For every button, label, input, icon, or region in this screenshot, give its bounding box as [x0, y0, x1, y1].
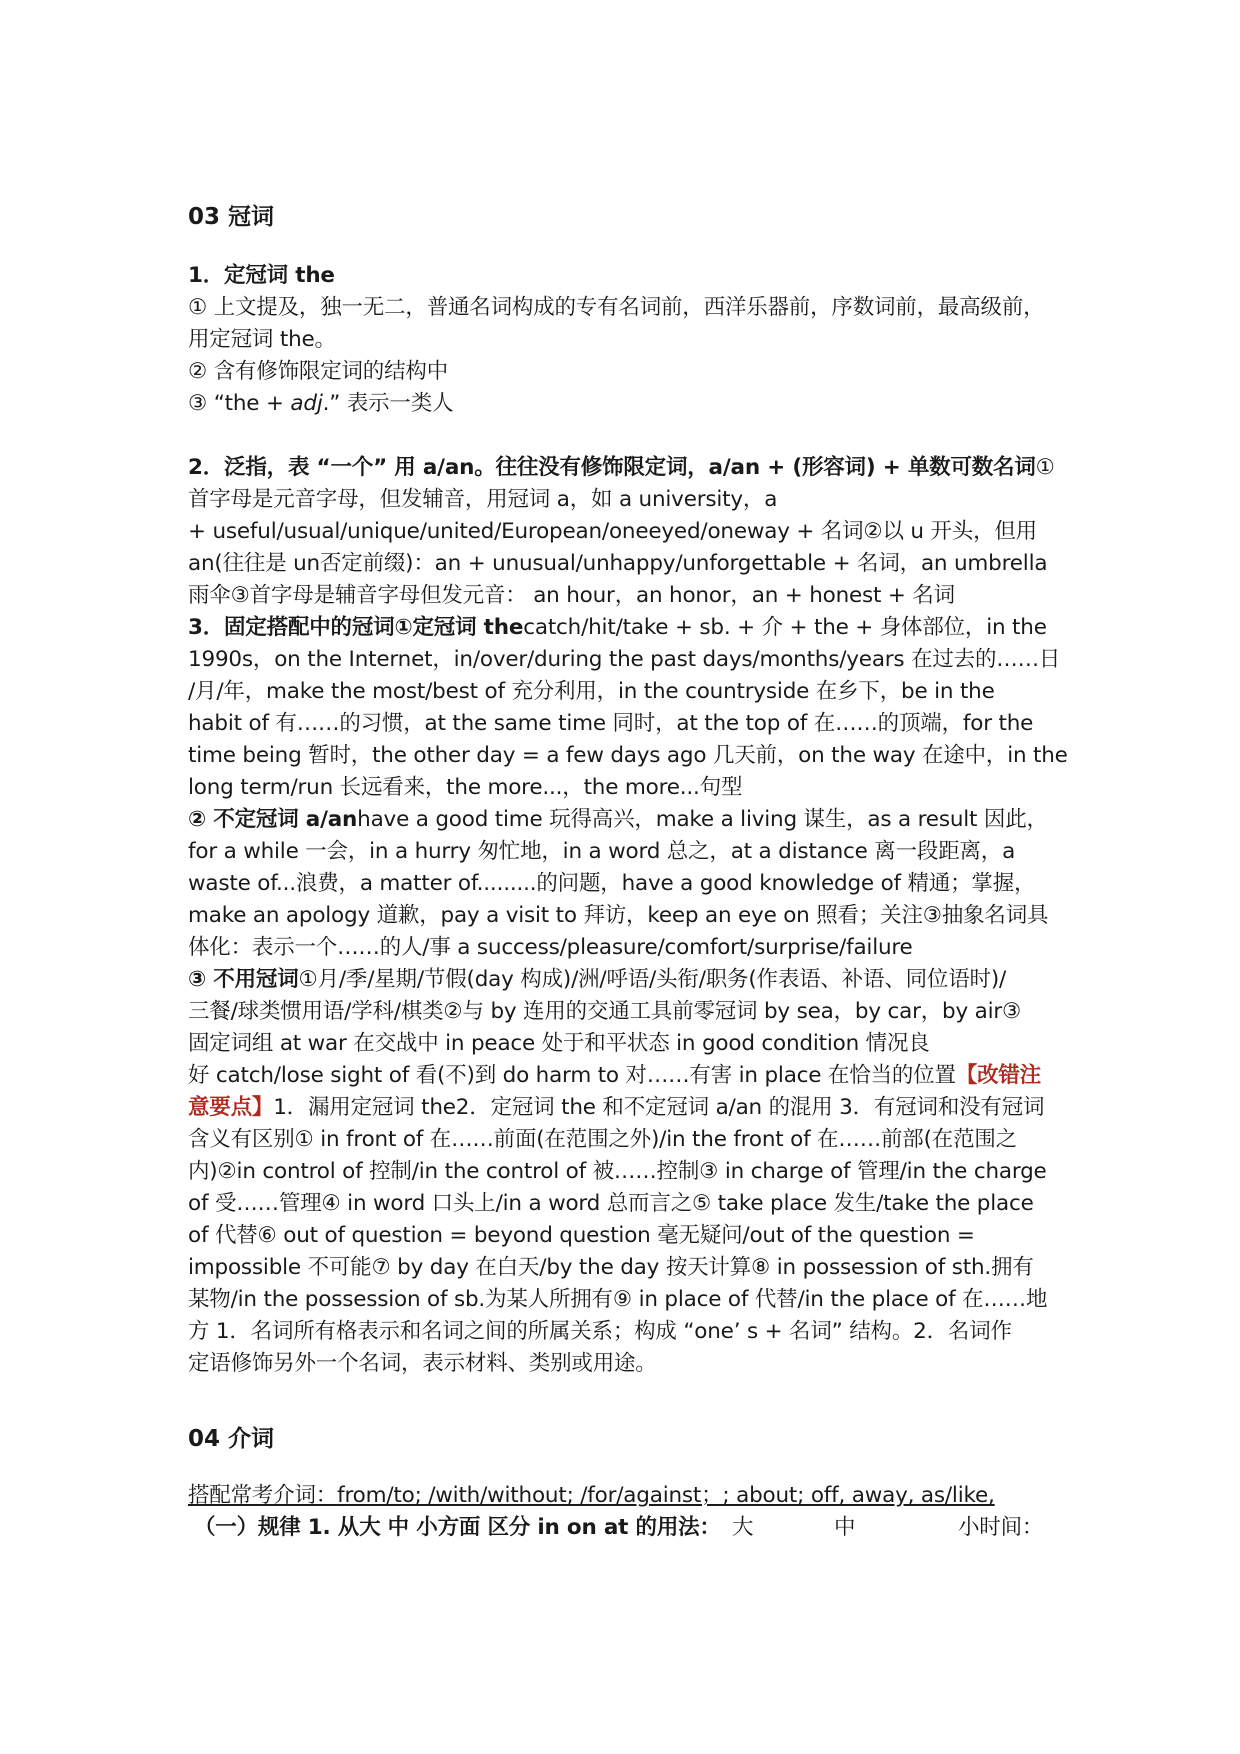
- text-line: impossible 不可能⑦ by day 在白天/by the day 按天计算⑧ in possession of sth.拥有: [188, 1255, 1034, 1280]
- text-span: have a good time 玩得高兴，make a living 谋生，as a result 因此，: [357, 807, 1048, 832]
- text-line: 雨伞③首字母是辅音字母但发元音： an hour，an honor，an + honest + 名词: [188, 583, 955, 608]
- text-line: time being 暂时，the other day = a few days ago 几天前，on the way 在途中，in the: [188, 743, 1068, 768]
- heading-fixed-collocations: [188, 612, 1047, 644]
- text-span: ①月/季/星期/节假(day 构成)/洲/呼语/头衔/职务(作表语、补语、同位语时)/: [298, 967, 1007, 992]
- bold-span: 3．固定搭配中的冠词①定冠词 the: [188, 615, 524, 640]
- text-line: of 受……管理④ in word 口头上/in a word 总而言之⑤ take place 发生/take the place: [188, 1191, 1034, 1216]
- text-span: 1．漏用定冠词 the2．定冠词 the 和不定冠词 a/an 的混用 3．有冠词和没有冠词: [273, 1095, 1045, 1120]
- text-line: of 代替⑥ out of question = beyond question 毫无疑问/out of the question =: [188, 1223, 975, 1248]
- text-line: 固定词组 at war 在交战中 in peace 处于和平状态 in good condition 情况良: [188, 1031, 930, 1056]
- text-line: long term/run 长远看来，the more...，the more...句型: [188, 775, 743, 800]
- text-line: 含义有区别① in front of 在……前面(在范围之外)/in the front of 在……前部(在范围之: [188, 1127, 1017, 1152]
- section-title-prepositions: 04 介词: [188, 1426, 275, 1452]
- rule-heading: [194, 1512, 721, 1544]
- text-span-small-time: 小时间：: [958, 1515, 1044, 1540]
- text-line: [188, 1480, 995, 1512]
- text-line: 首字母是元音字母，但发辅音，用冠词 a，如 a university，a: [188, 487, 778, 512]
- bold-span: 2．泛指，表 “一个” 用 a/an。往往没有修饰限定词，a/an + (形容词) + 单数可数名词: [188, 455, 1036, 480]
- text-line: an(往往是 un否定前缀)：an + unusual/unhappy/unforgettable + 名词，an umbrella: [188, 551, 1048, 576]
- text-line: + useful/usual/unique/united/European/oneeyed/oneway + 名词②以 u 开头，但用: [188, 519, 1037, 544]
- text-span-mid: 中: [834, 1515, 856, 1540]
- text-span: ③ “the +: [188, 391, 291, 416]
- underlined-label: 搭配常考介词：: [188, 1483, 338, 1508]
- text-line: make an apology 道歉，pay a visit to 拜访，keep an eye on 照看；关注③抽象名词具: [188, 903, 1049, 928]
- bold-span: ② 不定冠词 a/an: [188, 807, 358, 832]
- heading-definite-article: 1．定冠词 the: [188, 263, 335, 288]
- text-span: .” 表示一类人: [322, 391, 454, 416]
- text-line: [188, 1060, 1041, 1092]
- text-span: ①: [1035, 455, 1055, 480]
- text-line: for a while 一会，in a hurry 匆忙地，in a word 总之，at a distance 离一段距离，a: [188, 839, 1016, 864]
- text-line: [188, 964, 1006, 996]
- text-line: ① 上文提及，独一无二，普通名词构成的专有名词前，西洋乐器前，序数词前，最高级前，: [188, 295, 1045, 320]
- text-line: 体化：表示一个……的人/事 a success/pleasure/comfort/surprise/failure: [188, 935, 913, 960]
- text-line: ② 含有修饰限定词的结构中: [188, 359, 449, 384]
- text-line: [188, 804, 1048, 836]
- text-line: 某物/in the possession of sb.为某人所拥有⑨ in place of 代替/in the place of 在……地: [188, 1287, 1048, 1312]
- highlight-red: 意要点】: [188, 1095, 274, 1120]
- text-line: 三餐/球类惯用语/学科/棋类②与 by 连用的交通工具前零冠词 by sea，by car，by air③: [188, 999, 1022, 1024]
- heading-indefinite-article: [188, 452, 1055, 484]
- underlined-span: from/to; /with/without; /for/against；; about; off, away, as/like,: [337, 1483, 995, 1508]
- text-line: 定语修饰另外一个名词，表示材料、类别或用途。: [188, 1351, 657, 1376]
- text-line: /月/年，make the most/best of 充分利用，in the countryside 在乡下，be in the: [188, 679, 995, 704]
- text-span-big: 大: [732, 1515, 754, 1540]
- bold-span: （一）规律 1. 从大 中 小方面 区分 in on at 的用法：: [194, 1515, 721, 1540]
- text-line: 方 1．名词所有格表示和名词之间的所属关系；构成 “one’ s + 名词” 结构。2．名词作: [188, 1319, 1012, 1344]
- text-line: 用定冠词 the。: [188, 327, 336, 352]
- text-line: 1990s，on the Internet，in/over/during the past days/months/years 在过去的……日: [188, 647, 1061, 672]
- text-span: 好 catch/lose sight of 看(不)到 do harm to 对……有害 in place 在恰当的位置: [188, 1063, 956, 1088]
- text-line: waste of...浪费，a matter of.........的问题，have a good knowledge of 精通；掌握，: [188, 871, 1036, 896]
- bold-span: ③ 不用冠词: [188, 967, 299, 992]
- text-line: [188, 388, 453, 420]
- text-line: [188, 1092, 1044, 1124]
- highlight-red: 【改错注: [955, 1063, 1041, 1088]
- text-line: habit of 有……的习惯，at the same time 同时，at the top of 在……的顶端，for the: [188, 711, 1034, 736]
- text-span: catch/hit/take + sb. + 介 + the + 身体部位，in the: [523, 615, 1047, 640]
- section-title-articles: 03 冠词: [188, 204, 275, 230]
- text-line: 内)②in control of 控制/in the control of 被……控制③ in charge of 管理/in the charge: [188, 1159, 1047, 1184]
- italic-adj: adj: [290, 391, 323, 416]
